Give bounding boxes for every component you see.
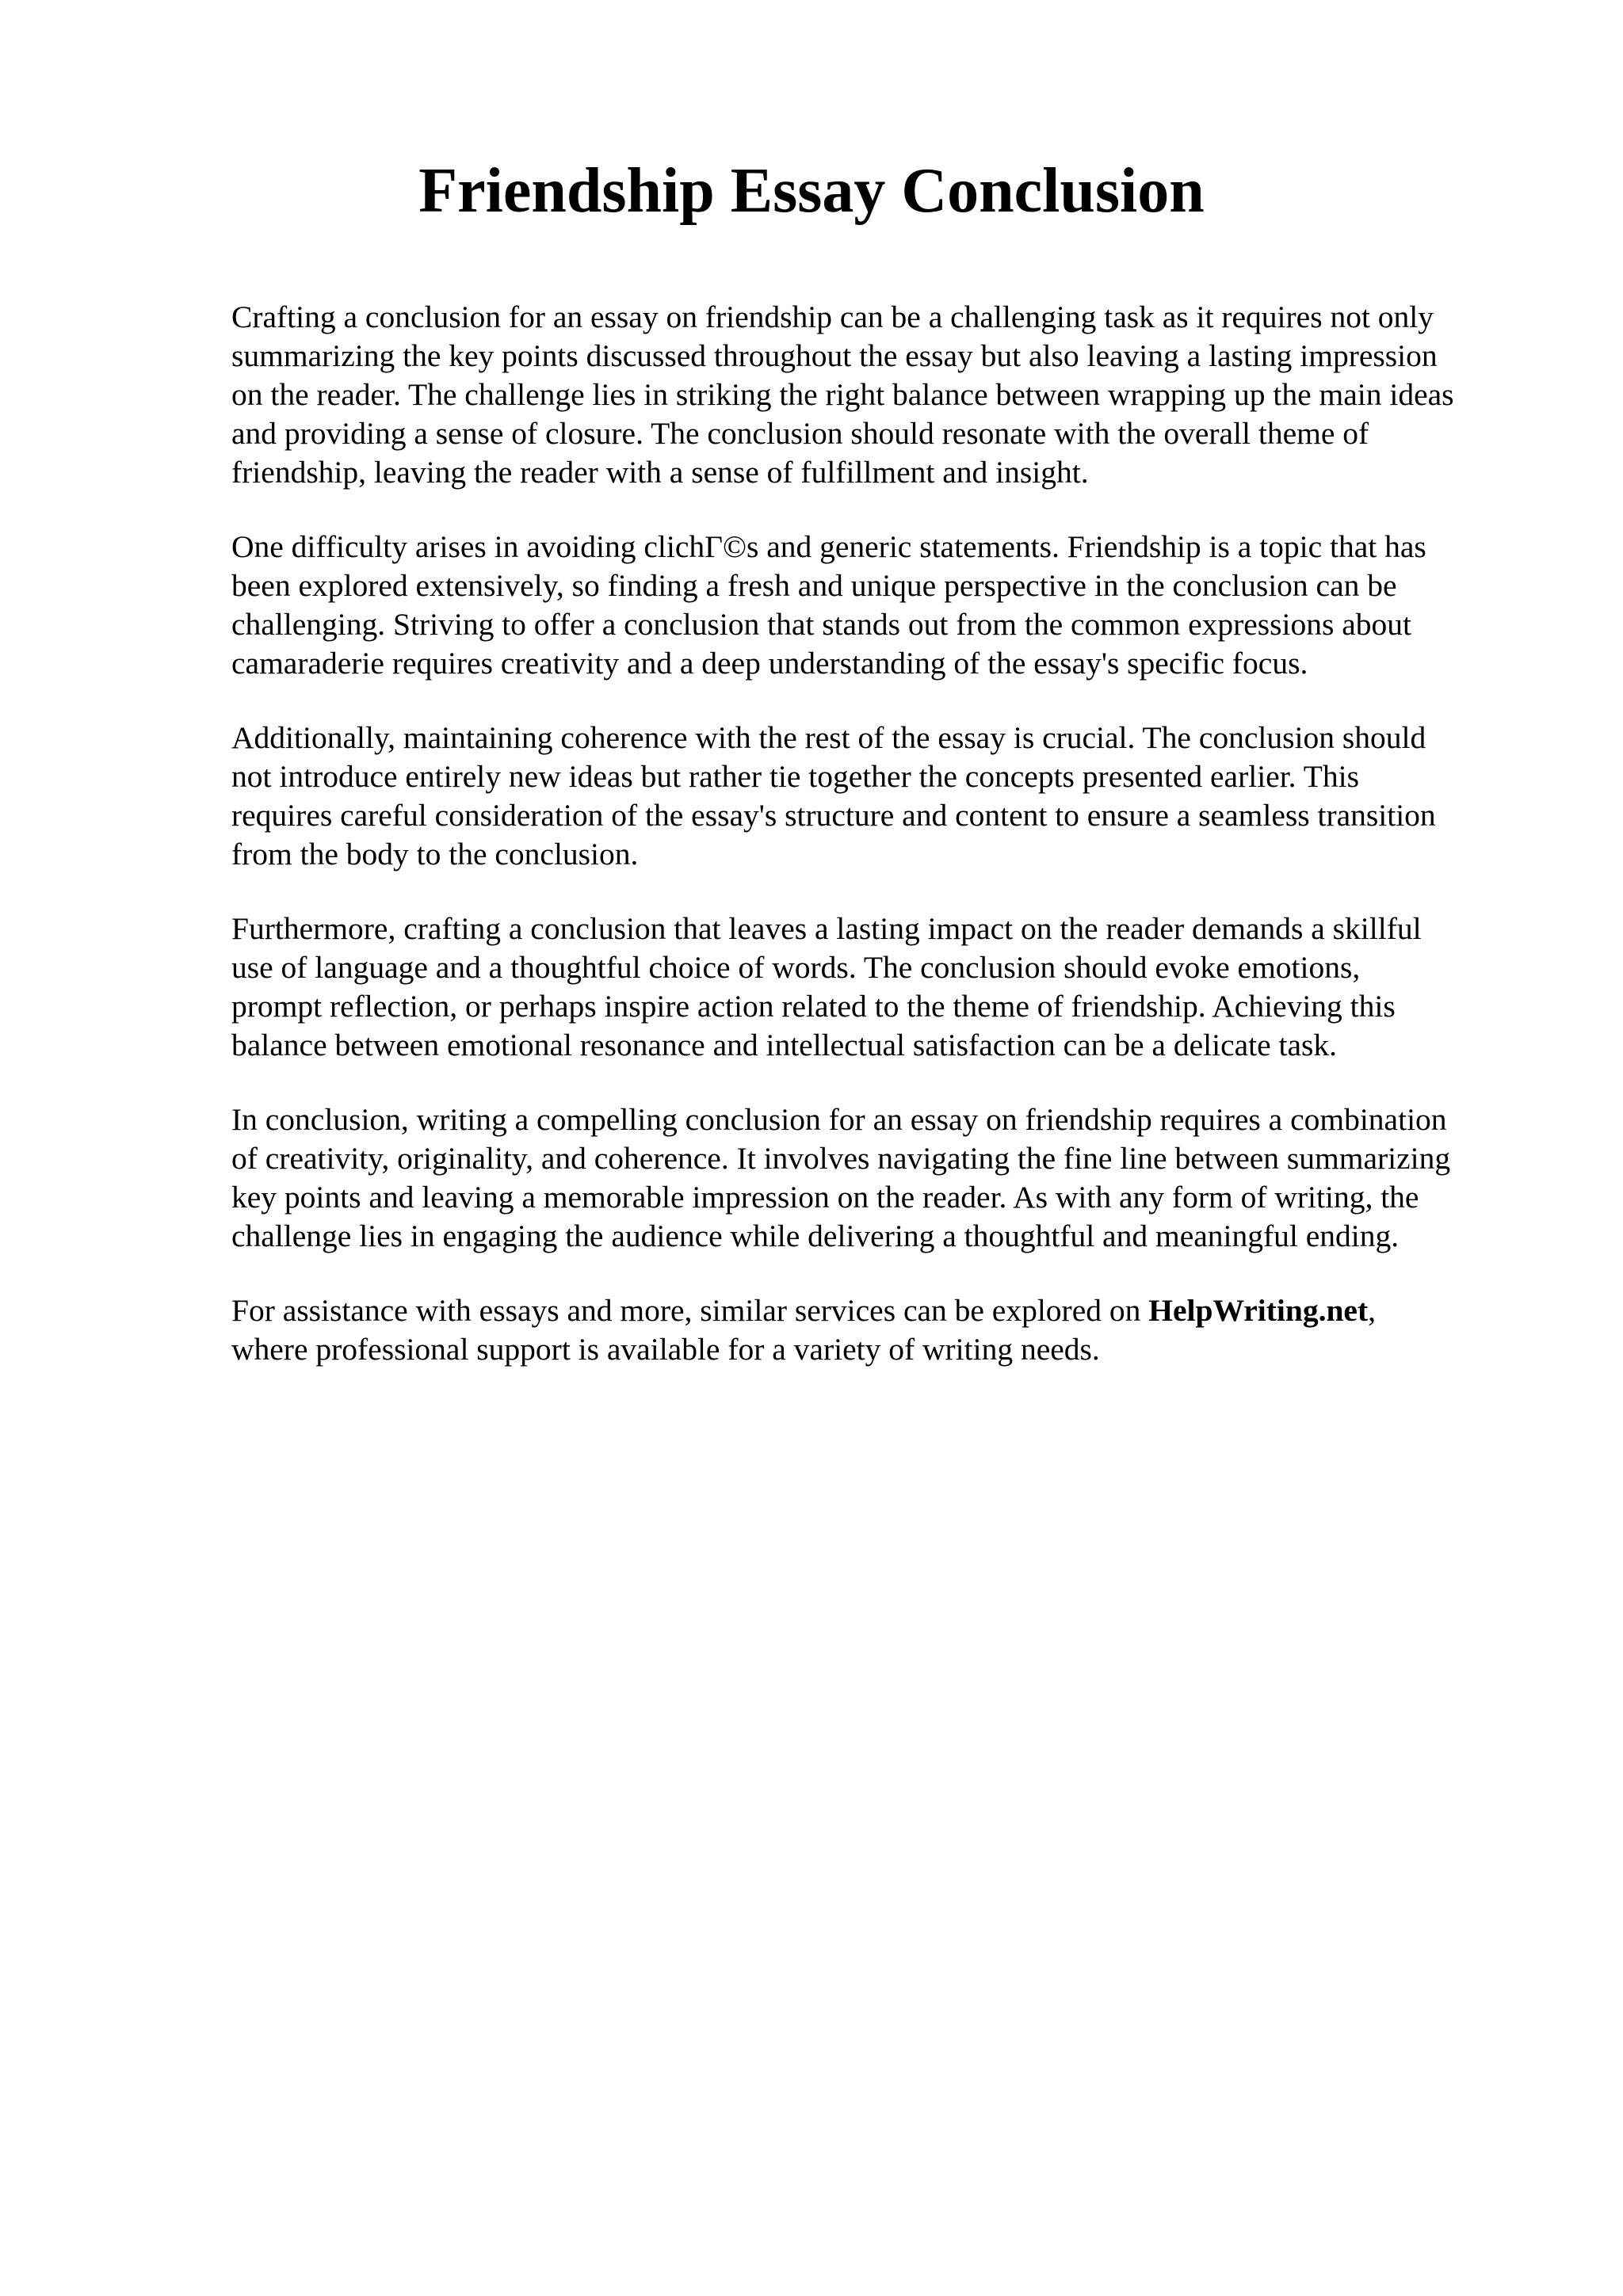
paragraph-line: One difficulty arises in avoiding clichΓ©s and generic statements. Friendship is a topic that has [231, 529, 1426, 564]
paragraph-line [231, 1291, 1531, 1330]
paragraph-line: requires careful consideration of the essay's structure and content to ensure a seamless transition [231, 798, 1436, 833]
paragraph-line: camaraderie requires creativity and a deep understanding of the essay's specific focus. [231, 646, 1308, 681]
paragraph-line: Crafting a conclusion for an essay on friendship can be a challenging task as it requires not only [231, 299, 1434, 334]
paragraph-line: and providing a sense of closure. The conclusion should resonate with the overall theme of [231, 416, 1369, 451]
paragraph-line: In conclusion, writing a compelling conclusion for an essay on friendship requires a combination [231, 1102, 1447, 1137]
document-body [231, 298, 1531, 1405]
paragraph-line: friendship, leaving the reader with a sense of fulfillment and insight. [231, 455, 1089, 490]
paragraph-line: summarizing the key points discussed throughout the essay but also leaving a lasting impression [231, 338, 1438, 373]
paragraph-line: been explored extensively, so finding a fresh and unique perspective in the conclusion can be [231, 568, 1397, 603]
page-title: Friendship Essay Conclusion [418, 156, 1205, 226]
paragraph-line: balance between emotional resonance and intellectual satisfaction can be a delicate task. [231, 1028, 1338, 1062]
paragraph-3 [231, 719, 1531, 874]
paragraph-1 [231, 298, 1531, 492]
final-text-after-link: , [1368, 1293, 1376, 1328]
paragraph-line: where professional support is available for a variety of writing needs. [231, 1332, 1100, 1367]
paragraph-line: not introduce entirely new ideas but rather tie together the concepts presented earlier. This [231, 759, 1359, 794]
paragraph-line: challenge lies in engaging the audience while delivering a thoughtful and meaningful ending. [231, 1219, 1400, 1253]
paragraph-line: challenging. Striving to offer a conclusion that stands out from the common expressions about [231, 607, 1412, 642]
paragraph-line: key points and leaving a memorable impression on the reader. As with any form of writing, the [231, 1180, 1419, 1215]
paragraph-2 [231, 528, 1531, 683]
paragraph-line: on the reader. The challenge lies in striking the right balance between wrapping up the main ideas [231, 377, 1454, 412]
paragraph-line: Additionally, maintaining coherence with the rest of the essay is crucial. The conclusion should [231, 720, 1426, 755]
paragraph-final [231, 1291, 1531, 1369]
paragraph-line: Furthermore, crafting a conclusion that leaves a lasting impact on the reader demands a skillful [231, 911, 1422, 946]
paragraph-line: of creativity, originality, and coherence. It involves navigating the fine line between summarizing [231, 1141, 1451, 1176]
paragraph-line: from the body to the conclusion. [231, 837, 639, 871]
paragraph-5 [231, 1100, 1531, 1256]
paragraph-line: use of language and a thoughtful choice of words. The conclusion should evoke emotions, [231, 950, 1361, 985]
helpwriting-link[interactable]: HelpWriting.net [1148, 1293, 1369, 1328]
final-text-before-link: For assistance with essays and more, similar services can be explored on [231, 1293, 1149, 1328]
paragraph-line: prompt reflection, or perhaps inspire action related to the theme of friendship. Achieving this [231, 989, 1396, 1024]
paragraph-4 [231, 910, 1531, 1065]
